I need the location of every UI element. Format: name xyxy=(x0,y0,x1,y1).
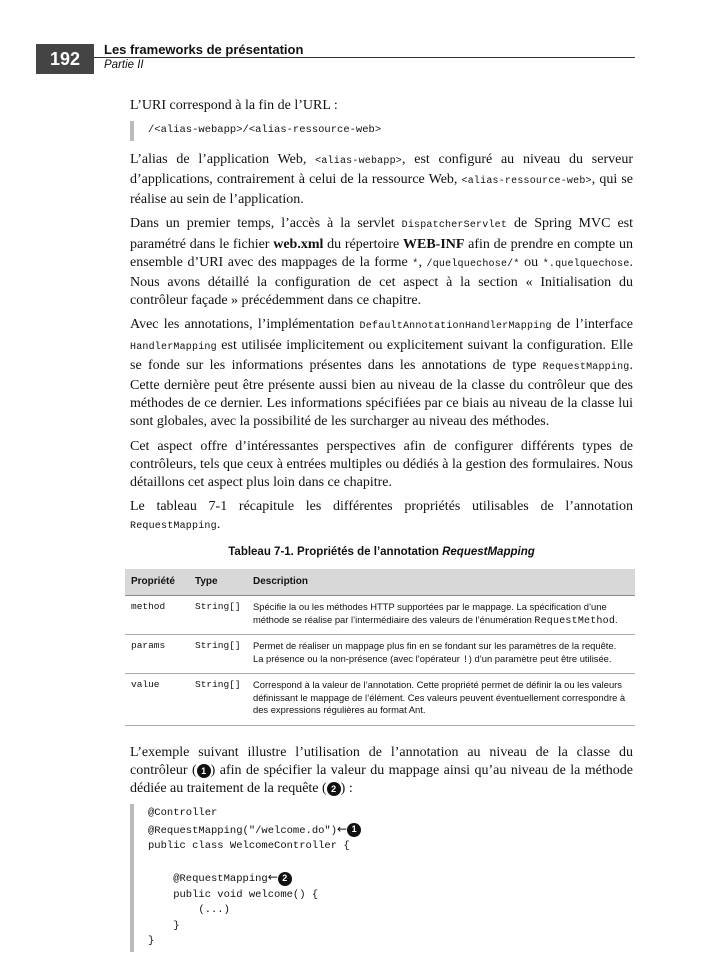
header-rule xyxy=(94,57,635,58)
inline-code: DispatcherServlet xyxy=(401,220,508,232)
column-header: Description xyxy=(247,569,635,596)
paragraph-alias: L’alias de l’application Web, <alias-webapp>, est configuré au niveau du serveur d’applications, contrairement à celui de la ressource Web, <alias-ressource-web>, qui se réalise au sein de l’application. xyxy=(130,151,634,208)
table-row xyxy=(125,635,635,674)
paragraph-example: L’exemple suivant illustre l’utilisation de l’annotation au niveau de la classe du contrôleur ( 1 ) afin de spécifier la valeur du mappage ainsi qu’au niveau de la méthode dédiée au traitement de la requête ( 2 ) : xyxy=(130,744,633,797)
arrow-left-icon: ← xyxy=(267,870,278,885)
inline-code: * xyxy=(412,258,419,270)
cell-description: Correspond à la valeur de l’annotation. Cette propriété permet de définir la ou les valeurs définissant le mappage de l’élément. Ces valeurs peuvent éventuellement correspondre à des expressions régulières au format Ant. xyxy=(247,674,635,726)
paragraph-dispatcher: Dans un premier temps, l’accès à la servlet DispatcherServlet de Spring MVC est paramétré dans le fichier web.xml du répertoire WEB-INF afin de prendre en compte un ensemble d’URI avec des mappages de la forme *, /quelquechose/* ou *.quelquechose. Nous avons détaillé la configuration de cet aspect à la section « Initialisation du contrôleur façade » précédemment dans ce chapitre. xyxy=(130,216,634,309)
cell-type: String[] xyxy=(189,635,247,674)
bold-term: WEB-INF xyxy=(402,236,465,252)
cell-description: Permet de réaliser un mappage plus fin en se fondant sur les paramètres de la requête. La présence ou la non-présence (avec l’opérateur !) d’un paramètre peut être utilisée. xyxy=(247,635,635,674)
inline-code: /quelquechose/* xyxy=(426,258,520,270)
inline-code: RequestMapping xyxy=(130,521,217,533)
inline-code: <alias-ressource-web> xyxy=(461,175,592,187)
callout-marker-2: 2 xyxy=(278,872,292,886)
paragraph-uri: L’URI correspond à la fin de l’URL : xyxy=(130,98,338,113)
table-header-row xyxy=(125,569,635,596)
paragraph-perspectives: Cet aspect offre d’intéressantes perspectives afin de configurer différents types de contrôleurs, tels que ceux à entrées multiples ou dédiés à la gestion des formulaires. Nous détaillons cet aspect plus loin dans ce chapitre. xyxy=(130,438,633,490)
cell-property: method xyxy=(125,596,189,635)
code-block-uri xyxy=(130,121,633,141)
bold-term: web.xml xyxy=(273,236,324,252)
cell-type: String[] xyxy=(189,596,247,635)
callout-marker-1: 1 xyxy=(347,823,361,837)
cell-property: params xyxy=(125,635,189,674)
page-number: 192 xyxy=(36,44,94,74)
code-line xyxy=(148,855,633,871)
code-block-controller xyxy=(130,804,633,952)
cell-type: String[] xyxy=(189,674,247,726)
code-line: /<alias-webapp>/<alias-ressource-web> xyxy=(148,124,382,137)
header-part: Partie II xyxy=(104,59,144,71)
column-header: Propriété xyxy=(125,569,189,596)
cell-description: Spécifie la ou les méthodes HTTP supportées par le mappage. La spécification d’une méthode se réalise par l’intermédiaire des valeurs de l’énumération RequestMethod. xyxy=(247,596,635,635)
code-line: (...) xyxy=(148,904,230,917)
table-caption: Tableau 7-1. Propriétés de l’annotation RequestMapping xyxy=(228,545,535,558)
table-row xyxy=(125,674,635,726)
callout-marker-1: 1 xyxy=(197,764,211,778)
code-line: } xyxy=(148,935,155,948)
code-line: @RequestMapping("/welcome.do")← 1 xyxy=(148,822,633,840)
code-line: @Controller xyxy=(148,807,218,820)
inline-code: HandlerMapping xyxy=(130,341,217,353)
cell-property: value xyxy=(125,674,189,726)
inline-code: DefaultAnnotationHandlerMapping xyxy=(359,321,552,333)
inline-code: RequestMapping xyxy=(542,361,630,373)
page-body xyxy=(130,97,633,962)
column-header: Type xyxy=(189,569,247,596)
paragraph-annotations: Avec les annotations, l’implémentation DefaultAnnotationHandlerMapping de l’interface HandlerMapping est utilisée implicitement ou explicitement suivant la configuration. Elle se fonde sur les informations présentes dans les annotations de type RequestMapping. Cette dernière peut être présente aussi bien au niveau de la classe du contrôleur que des méthodes de ce dernier. Les informations spécifiées par ce biais au niveau de la classe lui sont globales, avec la possibilité de les surcharger au niveau des méthodes. xyxy=(130,317,633,430)
code-line: public void welcome() { xyxy=(148,888,319,901)
header-title: Les frameworks de présentation xyxy=(104,42,304,57)
inline-code: *.quelquechose xyxy=(542,258,630,270)
arrow-left-icon: ← xyxy=(337,821,348,836)
code-line: public class WelcomeController { xyxy=(148,840,350,853)
properties-table xyxy=(125,569,635,726)
table-row xyxy=(125,596,635,635)
code-line: @RequestMapping← 2 xyxy=(148,870,633,888)
paragraph-table-intro: Le tableau 7-1 récapitule les différentes propriétés utilisables de l’annotation RequestMapping. xyxy=(130,499,633,533)
callout-marker-2: 2 xyxy=(327,782,341,796)
code-line: } xyxy=(148,919,180,932)
inline-code: <alias-webapp> xyxy=(315,155,402,167)
